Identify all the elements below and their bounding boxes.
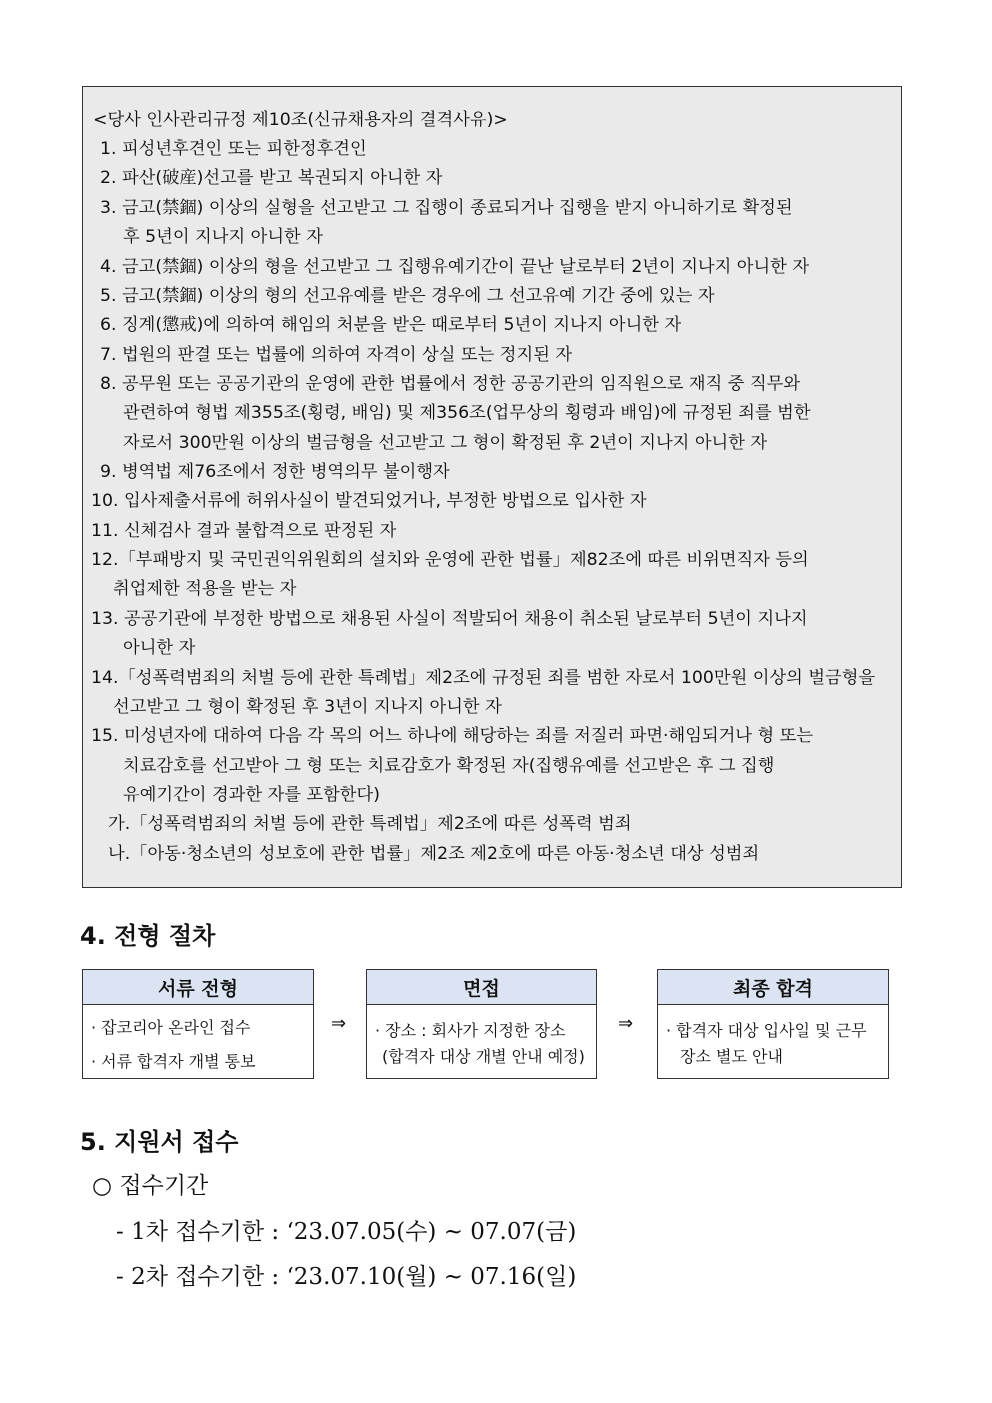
process-step-final — [657, 969, 889, 1079]
step-line: (합격자 대상 개별 안내 예정) — [382, 1047, 585, 1066]
application-round-1: - 1차 접수기한 : ‘23.07.05(수) ~ 07.07(금) — [116, 1219, 577, 1245]
rule-subitem: 가.「성폭력범죄의 처벌 등에 관한 특례법」제2조에 따른 성폭력 범죄 — [108, 814, 632, 834]
rule-line: 유예기간이 경과한 자를 포함한다) — [123, 785, 380, 805]
rule-line: 11. 신체검사 결과 불합격으로 판정된 자 — [91, 521, 397, 541]
step-line: · 장소 : 회사가 지정한 장소 — [375, 1021, 566, 1040]
rule-line: 15. 미성년자에 대하여 다음 각 목의 어느 하나에 해당하는 죄를 저질러 파면·해임되거나 형 또는 — [91, 726, 814, 746]
rule-line: 아니한 자 — [123, 638, 196, 658]
rule-line: 5. 금고(禁錮) 이상의 형의 선고유예를 받은 경우에 그 선고유예 기간 중에 있는 자 — [100, 286, 715, 306]
step-title: 최종 합격 — [658, 970, 888, 1005]
step-title: 서류 전형 — [83, 970, 313, 1005]
step-title: 면접 — [367, 970, 596, 1005]
rule-line: 12.「부패방지 및 국민권익위원회의 설치와 운영에 관한 법률」제82조에 따른 비위면직자 등의 — [91, 550, 809, 570]
application-heading: 5. 지원서 접수 — [80, 1128, 239, 1156]
step-line: · 서류 합격자 개별 통보 — [91, 1052, 256, 1071]
rules-title: <당사 인사관리규정 제10조(신규채용자의 결격사유)> — [93, 110, 508, 130]
application-period-label: ○ 접수기간 — [92, 1173, 209, 1199]
step-line: 장소 별도 안내 — [680, 1047, 783, 1066]
rule-line: 8. 공무원 또는 공공기관의 운영에 관한 법률에서 정한 공공기관의 임직원으로 재직 중 직무와 — [100, 374, 801, 394]
rule-line: 취업제한 적용을 받는 자 — [113, 579, 297, 599]
process-step-document — [82, 969, 314, 1079]
rule-line: 치료감호를 선고받아 그 형 또는 치료감호가 확정된 자(집행유예를 선고받은 후 그 집행 — [123, 756, 775, 776]
application-round-2: - 2차 접수기한 : ‘23.07.10(월) ~ 07.16(일) — [116, 1264, 577, 1290]
rule-line: 7. 법원의 판결 또는 법률에 의하여 자격이 상실 또는 정지된 자 — [100, 345, 573, 365]
rule-line: 자로서 300만원 이상의 벌금형을 선고받고 그 형이 확정된 후 2년이 지나지 아니한 자 — [123, 433, 768, 453]
rule-line: 14.「성폭력범죄의 처벌 등에 관한 특례법」제2조에 규정된 죄를 범한 자로서 100만원 이상의 벌금형을 — [91, 668, 876, 688]
step-line: · 합격자 대상 입사일 및 근무 — [666, 1021, 867, 1040]
rule-line: 2. 파산(破産)선고를 받고 복권되지 아니한 자 — [100, 168, 443, 188]
rule-subitem: 나.「아동·청소년의 성보호에 관한 법률」제2조 제2호에 따른 아동·청소년 대상 성범죄 — [108, 844, 760, 864]
rule-line: 후 5년이 지나지 아니한 자 — [123, 227, 323, 247]
arrow-icon: ⇒ — [618, 1013, 634, 1034]
rule-line: 3. 금고(禁錮) 이상의 실형을 선고받고 그 집행이 종료되거나 집행을 받지 아니하기로 확정된 — [100, 198, 793, 218]
rule-line: 13. 공공기관에 부정한 방법으로 채용된 사실이 적발되어 채용이 취소된 날로부터 5년이 지나지 — [91, 609, 808, 629]
process-step-interview — [366, 969, 597, 1079]
rule-line: 9. 병역법 제76조에서 정한 병역의무 불이행자 — [100, 462, 450, 482]
rule-line: 4. 금고(禁錮) 이상의 형을 선고받고 그 집행유예기간이 끝난 날로부터 2년이 지나지 아니한 자 — [100, 257, 810, 277]
arrow-icon: ⇒ — [331, 1013, 347, 1034]
disqualification-rules-box — [82, 86, 902, 888]
rule-line: 관련하여 형법 제355조(횡령, 배임) 및 제356조(업무상의 횡령과 배임)에 규정된 죄를 범한 — [123, 403, 811, 423]
step-line: · 잡코리아 온라인 접수 — [91, 1018, 251, 1037]
process-heading: 4. 전형 절차 — [80, 922, 216, 950]
rule-line: 1. 피성년후견인 또는 피한정후견인 — [100, 139, 367, 159]
rule-line: 6. 징계(懲戒)에 의하여 해임의 처분을 받은 때로부터 5년이 지나지 아니한 자 — [100, 315, 682, 335]
rule-line: 10. 입사제출서류에 허위사실이 발견되었거나, 부정한 방법으로 입사한 자 — [91, 491, 647, 511]
rule-line: 선고받고 그 형이 확정된 후 3년이 지나지 아니한 자 — [113, 697, 502, 717]
